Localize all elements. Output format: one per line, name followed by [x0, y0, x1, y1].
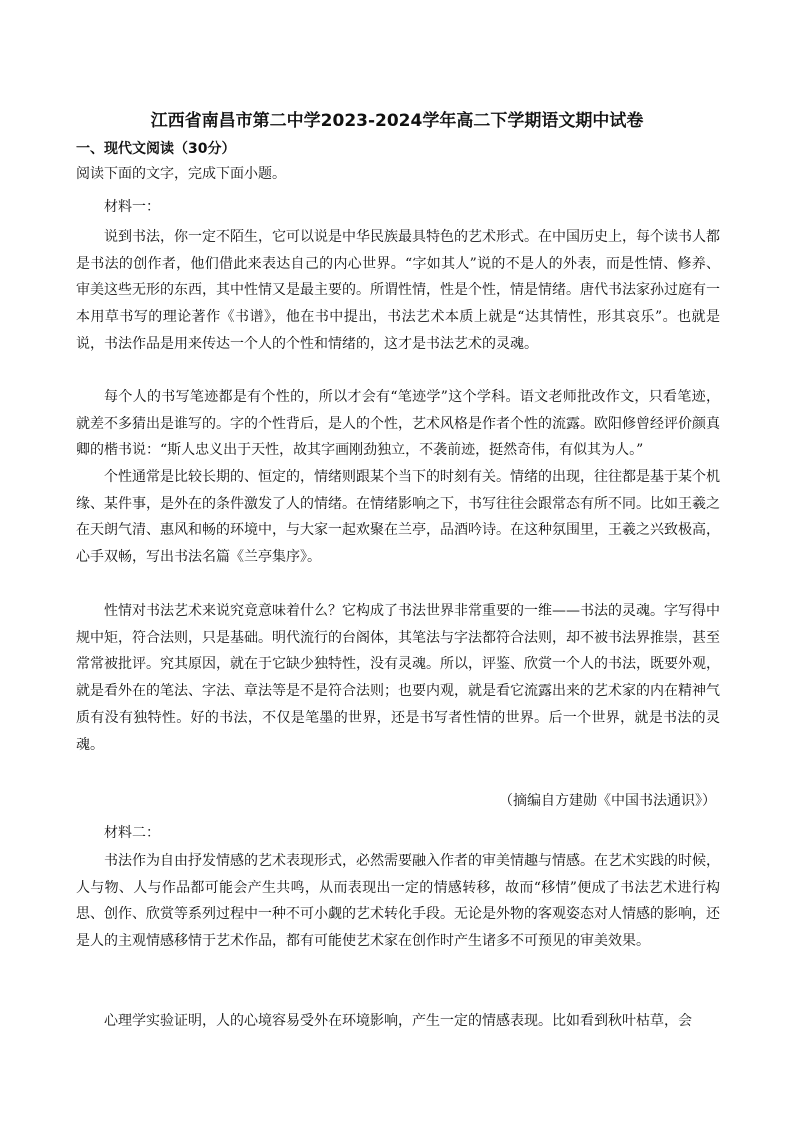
material-two-label: 材料二：	[104, 825, 160, 841]
section-heading: 一、现代文阅读（30分）	[76, 141, 236, 157]
material-one-paragraph: 每个人的书写笔迹都是有个性的，所以才会有“笔迹学”这个学科。语文老师批改作文，只看笔迹，就差不多猜出是谁写的。字的个性背后，是人的个性，艺术风格是作者个性的流露。欧阳修曾经评价颜真卿的楷书说：“斯人忠义出于天性，故其字画刚劲独立，不袭前迹，挺然奇伟，有似其为人。”	[76, 389, 720, 459]
instruction-text: 阅读下面的文字，完成下面小题。	[76, 166, 286, 182]
page-title: 江西省南昌市第二中学2023-2024学年高二下学期语文期中试卷	[150, 111, 644, 131]
material-one-source: （摘编自方建勋《中国书法通识》）	[499, 793, 716, 809]
material-one-label: 材料一：	[104, 199, 160, 215]
material-one-paragraph: 个性通常是比较长期的、恒定的，情绪则跟某个当下的时刻有关。情绪的出现，往往都是基于某个机缘、某件事，是外在的条件激发了人的情绪。在情绪影响之下，书写往往会跟常态有所不同。比如王羲之在天朗气清、惠风和畅的环境中，与大家一起欢聚在兰亭，品酒吟诗。在这种氛围里，王羲之兴致极高，心手双畅，写出书法名篇《兰亭集序》。	[76, 469, 720, 566]
material-two-paragraph: 书法作为自由抒发情感的艺术表现形式，必然需要融入作者的审美情趣与情感。在艺术实践的时候，人与物、人与作品都可能会产生共鸣，从而表现出一定的情感转移，故而“移情”便成了书法艺术进行构思、创作、欣赏等系列过程中一种不可小觑的艺术转化手段。无论是外物的客观姿态对人情感的影响，还是人的主观情感移情于艺术作品，都有可能使艺术家在创作时产生诸多不可预见的审美效果。	[76, 853, 720, 950]
material-one-paragraph: 说到书法，你一定不陌生，它可以说是中华民族最具特色的艺术形式。在中国历史上，每个读书人都是书法的创作者，他们借此来表达自己的内心世界。“字如其人”说的不是人的外表，而是性情、修养、审美这些无形的东西，其中性情又是最主要的。所谓性情，性是个性，情是情绪。唐代书法家孙过庭有一本用草书写的理论著作《书谱》，他在书中提出，书法艺术本质上就是“达其情性，形其哀乐”。也就是说，书法作品是用来传达一个人的个性和情绪的，这才是书法艺术的灵魂。	[76, 229, 720, 352]
material-one-paragraph: 性情对书法艺术来说究竟意味着什么？它构成了书法世界非常重要的一维——书法的灵魂。字写得中规中矩，符合法则，只是基础。明代流行的台阁体，其笔法与字法都符合法则，却不被书法界推崇，甚至常常被批评。究其原因，就在于它缺少独特性，没有灵魂。所以，评鉴、欣赏一个人的书法，既要外观，就是看外在的笔法、字法、章法等是不是符合法则；也要内观，就是看它流露出来的艺术家的内在精神气质有没有独特性。好的书法，不仅是笔墨的世界，还是书写者性情的世界。后一个世界，就是书法的灵魂。	[76, 603, 720, 753]
material-two-paragraph: 心理学实验证明，人的心境容易受外在环境影响，产生一定的情感表现。比如看到秋叶枯草，会	[104, 1013, 692, 1029]
